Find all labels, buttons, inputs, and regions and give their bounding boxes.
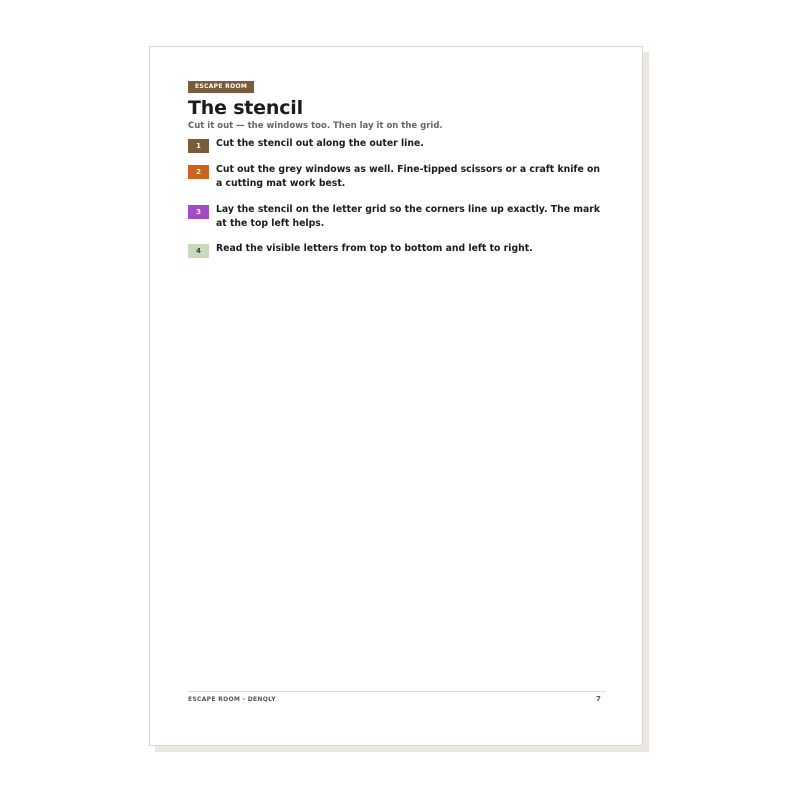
step-text: Cut the stencil out along the outer line. <box>216 138 424 149</box>
step-number-badge: 1 <box>188 139 209 153</box>
step-number-badge: 3 <box>188 205 209 219</box>
page-number: 7 <box>596 695 601 703</box>
step-text: Read the visible letters from top to bottom and left to right. <box>216 243 533 254</box>
footer-divider <box>188 691 606 692</box>
step-number-badge: 4 <box>188 244 209 258</box>
step-number-badge: 2 <box>188 165 209 179</box>
page-subtitle: Cut it out — the windows too. Then lay it on the grid. <box>188 121 443 131</box>
step-text: Lay the stencil on the letter grid so the corners line up exactly. The mark at the top left helps. <box>216 204 600 229</box>
document-page <box>149 46 643 746</box>
section-tag: ESCAPE ROOM <box>188 81 254 93</box>
footer-label: ESCAPE ROOM - DENQLY <box>188 696 276 703</box>
step-text: Cut out the grey windows as well. Fine-tipped scissors or a craft knife on a cutting mat work best. <box>216 164 601 189</box>
page-title: The stencil <box>188 97 303 119</box>
